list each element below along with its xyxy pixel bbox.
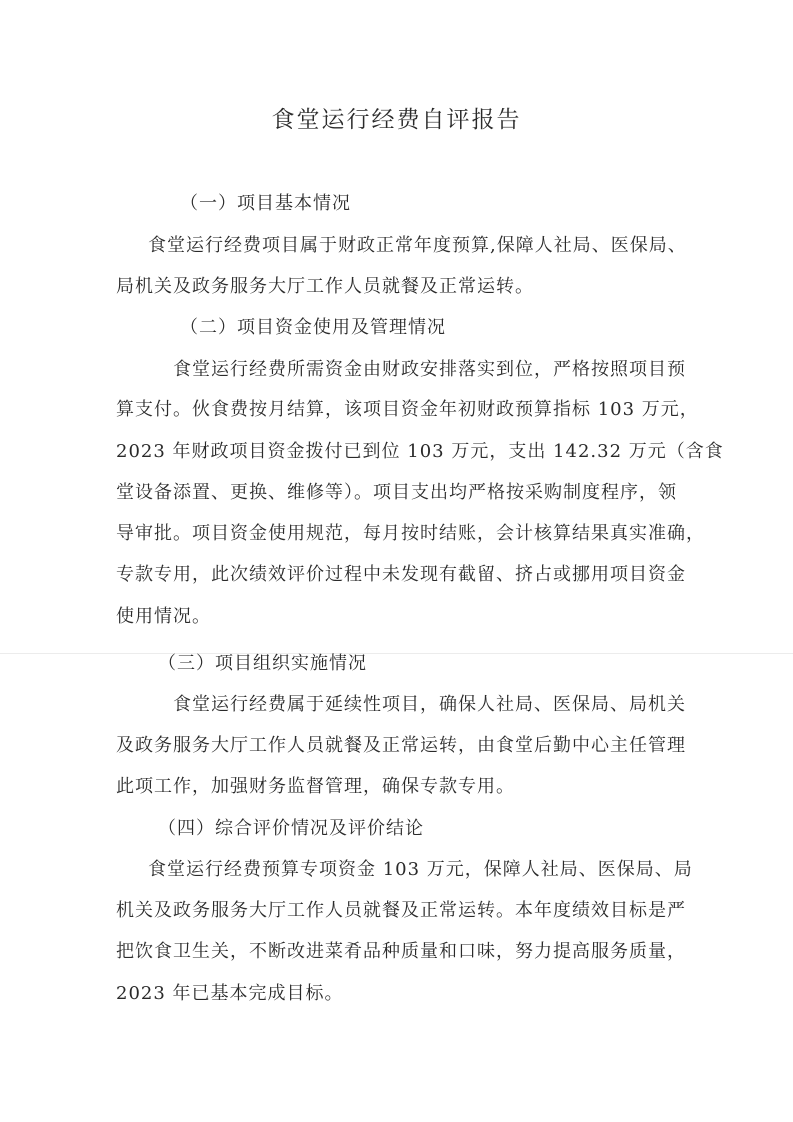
section-3-line-3: 此项工作，加强财务监督管理，确保专款专用。 bbox=[116, 776, 515, 797]
section-2-line-5: 导审批。项目资金使用规范，每月按时结账，会计核算结果真实准确， bbox=[116, 523, 705, 544]
section-2-line-2: 算支付。伙食费按月结算，该项目资金年初财政预算指标 103 万元， bbox=[116, 399, 699, 420]
section-2-line-7: 使用情况。 bbox=[116, 606, 211, 627]
section-3-line-2: 及政务服务大厅工作人员就餐及正常运转，由食堂后勤中心主任管理 bbox=[116, 735, 686, 756]
section-1-line-2: 局机关及政务服务大厅工作人员就餐及正常运转。 bbox=[116, 276, 534, 297]
document-title: 食堂运行经费自评报告 bbox=[271, 107, 522, 133]
section-4-line-2: 机关及政务服务大厅工作人员就餐及正常运转。本年度绩效目标是严 bbox=[116, 900, 686, 921]
section-4-line-4: 2023 年已基本完成目标。 bbox=[116, 983, 344, 1004]
section-4-heading: （四）综合评价情况及评价结论 bbox=[158, 818, 424, 839]
section-3-heading: （三）项目组织实施情况 bbox=[158, 653, 367, 674]
section-3-line-1: 食堂运行经费属于延续性项目，确保人社局、医保局、局机关 bbox=[173, 694, 686, 715]
section-1-heading: （一）项目基本情况 bbox=[180, 193, 351, 214]
section-2-line-4: 堂设备添置、更换、维修等）。项目支出均严格按采购制度程序，领 bbox=[116, 482, 677, 503]
section-2-heading: （二）项目资金使用及管理情况 bbox=[180, 317, 446, 338]
section-1-line-1: 食堂运行经费项目属于财政正常年度预算,保障人社局、医保局、 bbox=[148, 235, 687, 256]
section-2-line-3: 2023 年财政项目资金拨付已到位 103 万元，支出 142.32 万元（含食 bbox=[116, 441, 724, 462]
section-4-line-3: 把饮食卫生关，不断改进菜肴品种质量和口味，努力提高服务质量， bbox=[116, 941, 686, 962]
section-4-line-1: 食堂运行经费预算专项资金 103 万元，保障人社局、医保局、局 bbox=[148, 859, 693, 880]
section-2-line-1: 食堂运行经费所需资金由财政安排落实到位，严格按照项目预 bbox=[173, 359, 686, 380]
section-2-line-6: 专款专用，此次绩效评价过程中未发现有截留、挤占或挪用项目资金 bbox=[116, 564, 686, 585]
